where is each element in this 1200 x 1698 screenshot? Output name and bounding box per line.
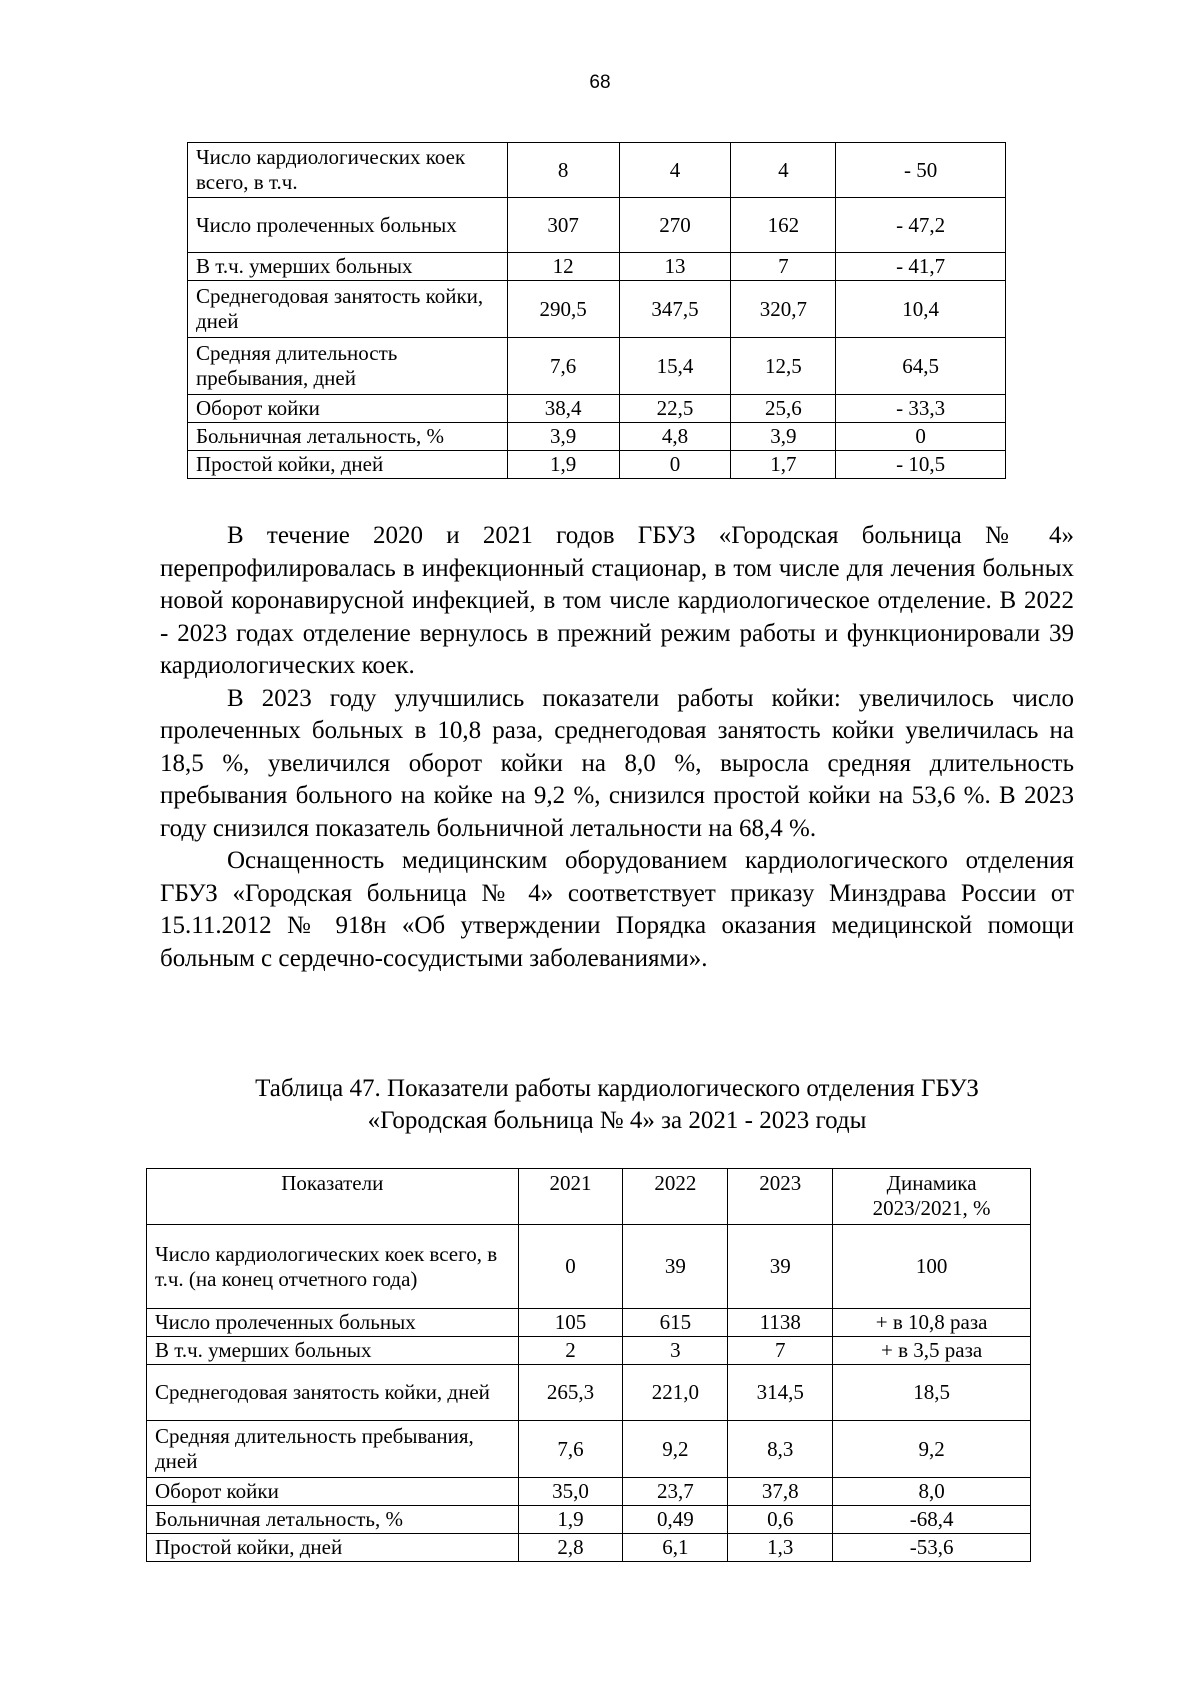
table-header-row	[147, 1169, 1031, 1225]
cell-value: 221,0	[623, 1365, 728, 1421]
cell-value: 615	[623, 1309, 728, 1337]
cell-value: 3,9	[507, 423, 619, 451]
cell-value: 4	[731, 143, 836, 198]
table-row	[188, 143, 1006, 198]
cell-value: 35,0	[518, 1478, 623, 1506]
column-header-dynamics	[833, 1169, 1031, 1225]
column-header-2022: 2022	[623, 1169, 728, 1225]
header-line: 2023/2021, %	[872, 1196, 991, 1220]
cell-value: 2,8	[518, 1534, 623, 1562]
cell-value: 2	[518, 1337, 623, 1365]
cell-value: 0	[518, 1225, 623, 1309]
table-row	[188, 451, 1006, 479]
row-label: Простой койки, дней	[188, 451, 508, 479]
cell-value: 6,1	[623, 1534, 728, 1562]
cell-value: 1138	[728, 1309, 833, 1337]
table-caption	[160, 1073, 1074, 1137]
table-row	[188, 281, 1006, 338]
cell-value: 37,8	[728, 1478, 833, 1506]
cell-value: - 50	[836, 143, 1006, 198]
cell-value: - 41,7	[836, 253, 1006, 281]
cell-value: 3,9	[731, 423, 836, 451]
row-label: Средняя длительность пребывания, дней	[188, 338, 508, 395]
row-label: Средняя длительность пребывания, дней	[147, 1421, 519, 1478]
cell-value: 8,0	[833, 1478, 1031, 1506]
row-label: Простой койки, дней	[147, 1534, 519, 1562]
cell-value: 162	[731, 198, 836, 253]
cell-value: + в 3,5 раза	[833, 1337, 1031, 1365]
column-header-2021: 2021	[518, 1169, 623, 1225]
cell-value: -68,4	[833, 1506, 1031, 1534]
cell-value: 1,7	[731, 451, 836, 479]
cell-value: 13	[619, 253, 731, 281]
column-header-indicator: Показатели	[147, 1169, 519, 1225]
cell-value: 320,7	[731, 281, 836, 338]
cell-value: 7,6	[507, 338, 619, 395]
paragraph: В течение 2020 и 2021 годов ГБУЗ «Городская больница № 4» перепрофилировалась в инфекционный стационар, в том числе для лечения больных новой коронавирусной инфекцией, в том числе кардиологическое отделение. В 2022 - 2023 годах отделение вернулось в прежний режим работы и функционировали 39 кардиологических коек.	[160, 522, 1074, 679]
cell-value: 9,2	[833, 1421, 1031, 1478]
cell-value: 18,5	[833, 1365, 1031, 1421]
cell-value: 22,5	[619, 395, 731, 423]
caption-line: «Городская больница № 4» за 2021 - 2023 годы	[367, 1107, 867, 1134]
cell-value: 9,2	[623, 1421, 728, 1478]
cell-value: 3	[623, 1337, 728, 1365]
caption-line: Таблица 47. Показатели работы кардиологического отделения ГБУЗ	[255, 1075, 979, 1102]
cell-value: -53,6	[833, 1534, 1031, 1562]
row-label: Больничная летальность, %	[147, 1506, 519, 1534]
cell-value: 12	[507, 253, 619, 281]
cell-value: 0,6	[728, 1506, 833, 1534]
cell-value: 0	[836, 423, 1006, 451]
cell-value: 38,4	[507, 395, 619, 423]
row-label: Число пролеченных больных	[147, 1309, 519, 1337]
cell-value: 39	[728, 1225, 833, 1309]
cell-value: 8	[507, 143, 619, 198]
row-label: Оборот койки	[147, 1478, 519, 1506]
cell-value: 4	[619, 143, 731, 198]
table-row	[188, 423, 1006, 451]
table-row	[147, 1421, 1031, 1478]
cell-value: 12,5	[731, 338, 836, 395]
page-number: 68	[589, 72, 611, 93]
table-row	[147, 1478, 1031, 1506]
cell-value: 270	[619, 198, 731, 253]
cell-value: 307	[507, 198, 619, 253]
cell-value: 290,5	[507, 281, 619, 338]
table-row	[147, 1506, 1031, 1534]
row-label: Среднегодовая занятость койки, дней	[188, 281, 508, 338]
table-row	[188, 253, 1006, 281]
table-47	[146, 1168, 1031, 1562]
cell-value: 7	[731, 253, 836, 281]
table-row	[188, 338, 1006, 395]
cell-value: 1,3	[728, 1534, 833, 1562]
cell-value: - 47,2	[836, 198, 1006, 253]
cell-value: 64,5	[836, 338, 1006, 395]
row-label: Число кардиологических коек всего, в т.ч.	[188, 143, 508, 198]
cell-value: 347,5	[619, 281, 731, 338]
row-label: Среднегодовая занятость койки, дней	[147, 1365, 519, 1421]
table-row	[147, 1365, 1031, 1421]
row-label: В т.ч. умерших больных	[188, 253, 508, 281]
column-header-2023: 2023	[728, 1169, 833, 1225]
header-line: Динамика	[886, 1171, 977, 1195]
cell-value: 105	[518, 1309, 623, 1337]
cell-value: 4,8	[619, 423, 731, 451]
table-row	[188, 395, 1006, 423]
paragraph: Оснащенность медицинским оборудованием кардиологического отделения ГБУЗ «Городская больница № 4» соответствует приказу Минздрава России от 15.11.2012 № 918н «Об утверждении Порядка оказания медицинской помощи больным с сердечно-сосудистыми заболеваниями».	[160, 847, 1074, 972]
row-label: Число пролеченных больных	[188, 198, 508, 253]
cell-value: 39	[623, 1225, 728, 1309]
cell-value: 0,49	[623, 1506, 728, 1534]
cell-value: - 10,5	[836, 451, 1006, 479]
cell-value: 10,4	[836, 281, 1006, 338]
table-row	[147, 1534, 1031, 1562]
cell-value: 23,7	[623, 1478, 728, 1506]
table-continuation	[187, 142, 1006, 479]
cell-value: 7	[728, 1337, 833, 1365]
cell-value: 0	[619, 451, 731, 479]
row-label: Число кардиологических коек всего, в т.ч. (на конец отчетного года)	[147, 1225, 519, 1309]
cell-value: 15,4	[619, 338, 731, 395]
cell-value: 1,9	[518, 1506, 623, 1534]
cell-value: 25,6	[731, 395, 836, 423]
cell-value: 1,9	[507, 451, 619, 479]
cell-value: 8,3	[728, 1421, 833, 1478]
cell-value: - 33,3	[836, 395, 1006, 423]
row-label: Оборот койки	[188, 395, 508, 423]
row-label: Больничная летальность, %	[188, 423, 508, 451]
cell-value: 100	[833, 1225, 1031, 1309]
cell-value: 7,6	[518, 1421, 623, 1478]
row-label: В т.ч. умерших больных	[147, 1337, 519, 1365]
cell-value: 314,5	[728, 1365, 833, 1421]
table-row	[147, 1225, 1031, 1309]
table-row	[147, 1337, 1031, 1365]
cell-value: + в 10,8 раза	[833, 1309, 1031, 1337]
table-row	[147, 1309, 1031, 1337]
body-text	[160, 520, 1074, 975]
paragraph: В 2023 году улучшились показатели работы койки: увеличилось число пролеченных больных в 10,8 раза, среднегодовая занятость койки увеличилась на 18,5 %, увеличился оборот койки на 8,0 %, выросла средняя длительность пребывания больного на койке на 9,2 %, снизился простой койки на 53,6 %. В 2023 году снизился показатель больничной летальности на 68,4 %.	[160, 684, 1074, 842]
table-row	[188, 198, 1006, 253]
cell-value: 265,3	[518, 1365, 623, 1421]
